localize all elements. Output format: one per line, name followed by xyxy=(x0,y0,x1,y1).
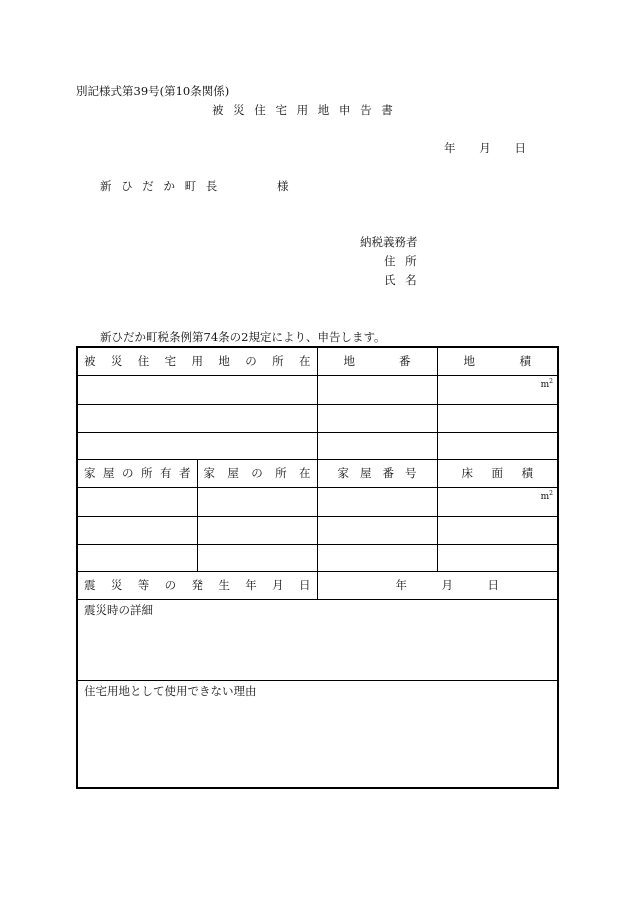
house-header-row xyxy=(77,460,558,488)
disaster-date-day: 日 xyxy=(487,578,499,593)
date-day: 日 xyxy=(514,141,526,155)
house-row xyxy=(77,544,558,572)
house-number-cell[interactable] xyxy=(317,487,437,517)
reason-label: 住宅用地として使用できない理由 xyxy=(84,683,257,698)
floor-area-cell[interactable] xyxy=(437,544,558,572)
land-location-cell[interactable] xyxy=(77,375,317,405)
declaration-table xyxy=(76,346,559,789)
details-row xyxy=(77,599,558,680)
house-location-header: 家 屋 の 所 在 xyxy=(197,460,317,488)
disaster-date-cell[interactable] xyxy=(317,572,558,600)
date-month: 月 xyxy=(479,141,491,155)
house-number-cell[interactable] xyxy=(317,517,437,545)
floor-area-cell[interactable] xyxy=(437,517,558,545)
intro-text: 新ひだか町税条例第74条の2規定により、申告します。 xyxy=(100,330,386,344)
land-row xyxy=(77,375,558,405)
floor-area-cell[interactable] xyxy=(437,487,558,517)
house-owner-cell[interactable] xyxy=(77,487,197,517)
land-area-cell[interactable] xyxy=(437,375,558,405)
house-owner-cell[interactable] xyxy=(77,517,197,545)
disaster-date-row xyxy=(77,572,558,600)
land-header-row xyxy=(77,347,558,375)
form-title: 被 災 住 宅 用 地 申 告 書 xyxy=(212,103,396,117)
house-number-cell[interactable] xyxy=(317,544,437,572)
reason-row xyxy=(77,680,558,788)
land-area-header: 地 積 xyxy=(437,347,558,375)
house-location-cell[interactable] xyxy=(197,487,317,517)
land-row xyxy=(77,432,558,460)
land-location-cell[interactable] xyxy=(77,432,317,460)
house-row xyxy=(77,487,558,517)
taxpayer-label: 納税義務者 xyxy=(360,235,418,249)
house-number-header: 家 屋 番 号 xyxy=(317,460,437,488)
house-location-cell[interactable] xyxy=(197,544,317,572)
disaster-date-month: 月 xyxy=(441,578,453,593)
land-location-header: 被 災 住 宅 用 地 の 所 在 xyxy=(77,347,317,375)
land-area-cell[interactable] xyxy=(437,405,558,433)
details-label: 震災時の詳細 xyxy=(84,602,153,617)
date-year: 年 xyxy=(444,141,456,155)
lot-number-cell[interactable] xyxy=(317,405,437,433)
land-area-cell[interactable] xyxy=(437,432,558,460)
area-unit: m xyxy=(540,491,550,502)
land-row xyxy=(77,405,558,433)
disaster-date-year: 年 xyxy=(395,578,407,593)
area-unit: m xyxy=(540,379,550,390)
land-location-cell[interactable] xyxy=(77,405,317,433)
lot-number-cell[interactable] xyxy=(317,375,437,405)
addressee-honorific: 様 xyxy=(277,179,289,193)
house-row xyxy=(77,517,558,545)
lot-number-header: 地 番 xyxy=(317,347,437,375)
reason-cell[interactable] xyxy=(77,680,558,788)
addressee-name: 新 ひ だ か 町 長 xyxy=(100,179,221,193)
area-unit-sup: 2 xyxy=(549,489,553,497)
details-cell[interactable] xyxy=(77,599,558,680)
form-id: 別記様式第39号(第10条関係) xyxy=(76,84,230,98)
house-location-cell[interactable] xyxy=(197,517,317,545)
house-owner-cell[interactable] xyxy=(77,544,197,572)
house-owner-header: 家 屋 の 所 有 者 xyxy=(77,460,197,488)
floor-area-header: 床 面 積 xyxy=(437,460,558,488)
taxpayer-name-label: 氏 名 xyxy=(384,273,420,287)
lot-number-cell[interactable] xyxy=(317,432,437,460)
taxpayer-address-label: 住 所 xyxy=(384,254,420,268)
area-unit-sup: 2 xyxy=(549,377,553,385)
date-line xyxy=(444,141,526,155)
disaster-date-label: 震 災 等 の 発 生 年 月 日 xyxy=(77,572,317,600)
